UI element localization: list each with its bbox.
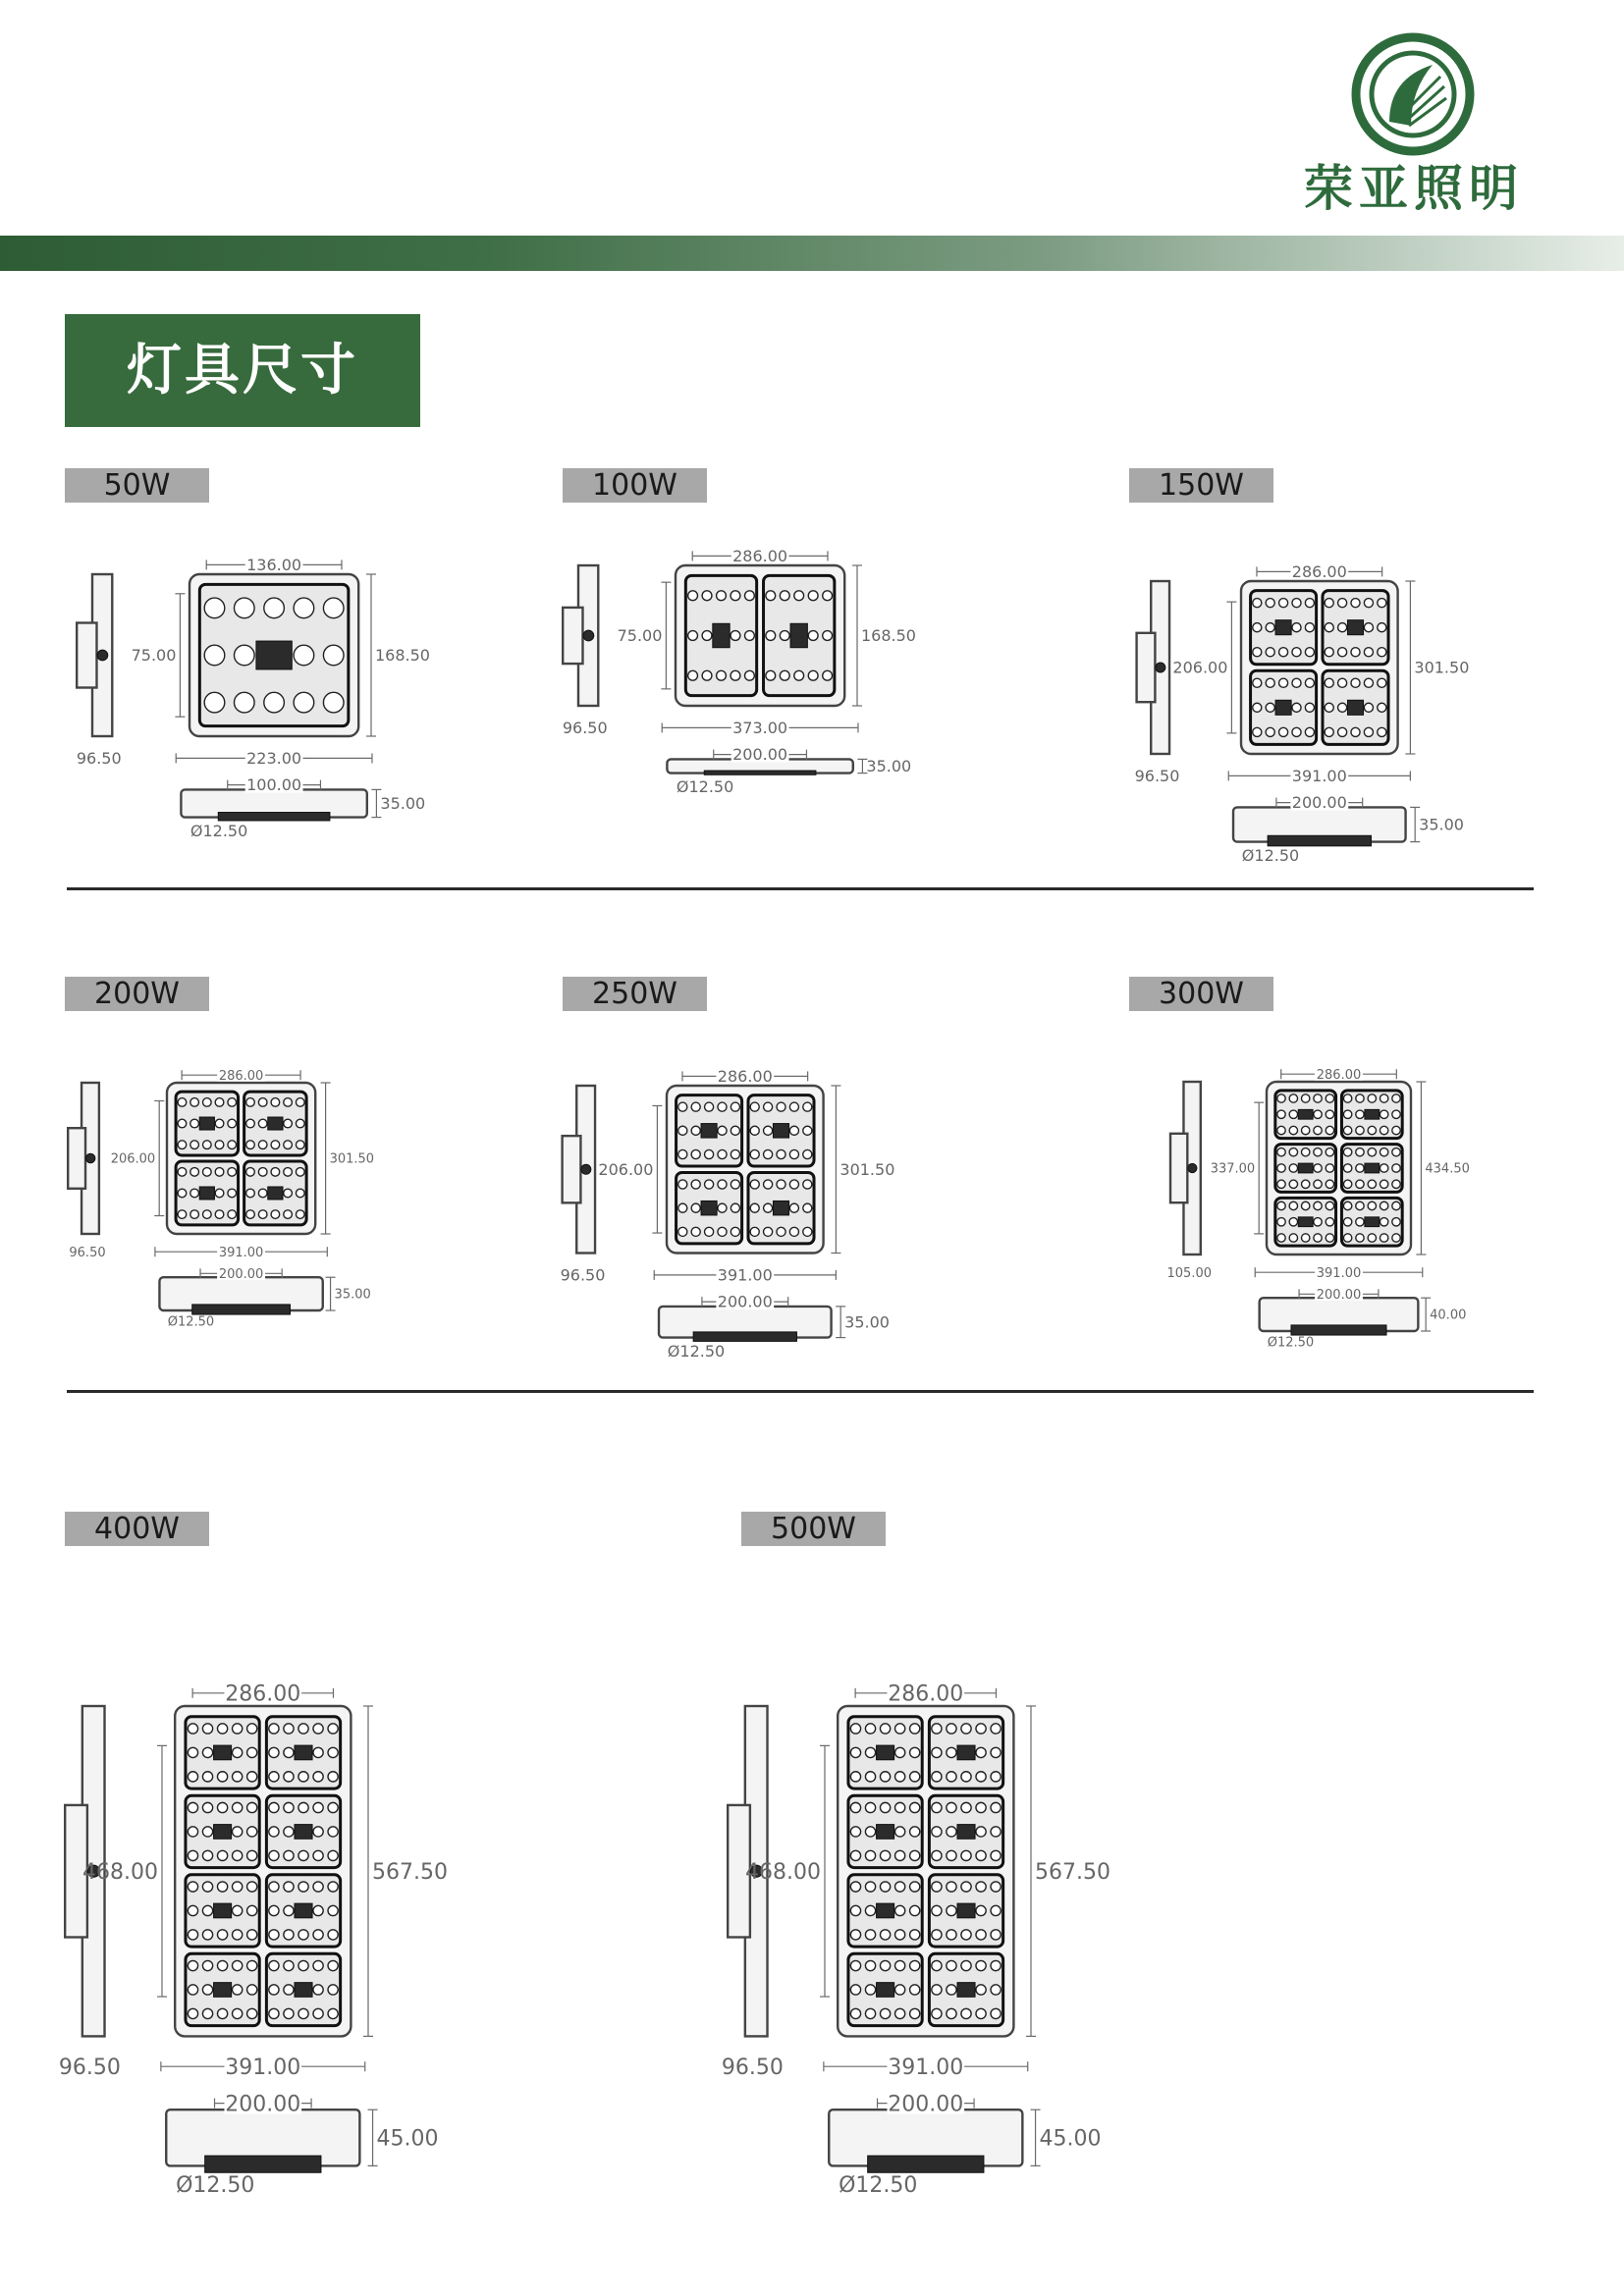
dim-overall: 223.00 [246,749,302,768]
drawing-300w [1164,1050,1507,1364]
brand-name: 荣亚照明 [1304,160,1524,217]
header-gradient-band [0,236,1624,271]
dim-inner-height: 337.00 [1210,1161,1256,1177]
dim-mount: 200.00 [225,2092,301,2117]
dim-width: 286.00 [1316,1067,1362,1083]
dim-hole: Ø12.50 [189,821,248,840]
dim-depth: 40.00 [1430,1308,1467,1323]
dim-mount: 200.00 [717,1292,773,1311]
dim-mount: 200.00 [1316,1287,1362,1303]
drawing-100w [555,540,957,795]
dim-depth: 35.00 [866,757,912,776]
dim-overall: 391.00 [717,1265,773,1285]
drawing-250w [555,1055,928,1360]
dim-height: 301.50 [1414,658,1470,677]
dim-inner-height: 206.00 [1172,658,1228,677]
dim-height: 168.50 [861,626,916,646]
dim-overall: 391.00 [1316,1265,1362,1281]
dim-side-width: 96.50 [69,1245,106,1260]
drawing-150w [1129,550,1502,864]
dim-depth: 45.00 [1039,2126,1102,2152]
dim-overall: 391.00 [1291,767,1347,785]
dim-inner-height: 468.00 [745,1859,821,1885]
dim-side-width: 96.50 [76,749,122,768]
dim-hole: Ø12.50 [1267,1335,1315,1351]
dim-overall: 391.00 [888,2055,964,2080]
dim-overall: 391.00 [225,2055,301,2080]
dim-hole: Ø12.50 [1241,845,1300,865]
dim-mount: 200.00 [1291,793,1347,813]
dim-mount: 100.00 [246,775,302,795]
dim-inner-height: 206.00 [110,1151,156,1167]
dim-width: 136.00 [246,556,302,574]
tab-200w: 200W [65,977,209,1011]
dim-height: 434.50 [1425,1161,1470,1177]
tab-100w: 100W [563,468,707,503]
tab-50w: 50W [65,468,209,503]
dim-hole: Ø12.50 [176,2172,255,2198]
dim-hole: Ø12.50 [167,1314,215,1330]
dim-depth: 45.00 [376,2126,439,2152]
drawing-50w [69,545,471,839]
dim-height: 168.50 [375,646,430,666]
dim-width: 286.00 [888,1682,964,1707]
dim-overall: 373.00 [732,719,788,737]
brand-logo-icon [1350,31,1476,157]
dim-hole: Ø12.50 [839,2172,918,2198]
dim-hole: Ø12.50 [667,1341,726,1361]
dim-depth: 35.00 [334,1287,371,1303]
drawing-400w [54,1649,604,2218]
tab-400w: 400W [65,1512,209,1546]
drawing-200w [61,1055,414,1330]
row-divider [67,1390,1534,1393]
dim-inner-height: 75.00 [617,626,663,646]
dim-overall: 391.00 [218,1245,264,1260]
row-divider [67,887,1534,890]
drawing-500w [717,1649,1267,2218]
dim-mount: 200.00 [218,1266,264,1282]
dim-width: 286.00 [732,547,788,565]
tab-300w: 300W [1129,977,1273,1011]
dim-width: 286.00 [225,1682,301,1707]
dim-side-width: 96.50 [58,2055,121,2080]
dim-height: 567.50 [372,1859,448,1885]
tab-150w: 150W [1129,468,1273,503]
dim-width: 286.00 [717,1067,773,1086]
dim-depth: 35.00 [844,1312,890,1332]
dim-mount: 200.00 [888,2092,964,2117]
dim-inner-height: 206.00 [598,1159,654,1179]
section-title: 灯具尺寸 [65,314,420,427]
dim-side-width: 96.50 [560,1265,606,1285]
dim-height: 301.50 [329,1151,375,1167]
dim-inner-height: 75.00 [131,646,177,666]
dim-side-width: 105.00 [1166,1265,1212,1281]
dim-height: 301.50 [839,1159,895,1179]
dim-width: 286.00 [218,1068,264,1084]
dim-side-width: 96.50 [562,719,608,737]
tab-500w: 500W [741,1512,886,1546]
dim-hole: Ø12.50 [676,776,734,796]
dim-height: 567.50 [1035,1859,1110,1885]
dim-width: 286.00 [1291,562,1347,581]
dim-mount: 200.00 [732,745,788,765]
dim-side-width: 96.50 [1134,767,1180,785]
tab-250w: 250W [563,977,707,1011]
dim-inner-height: 468.00 [82,1859,158,1885]
dim-depth: 35.00 [380,794,426,814]
dim-depth: 35.00 [1419,815,1464,834]
dim-side-width: 96.50 [721,2055,784,2080]
